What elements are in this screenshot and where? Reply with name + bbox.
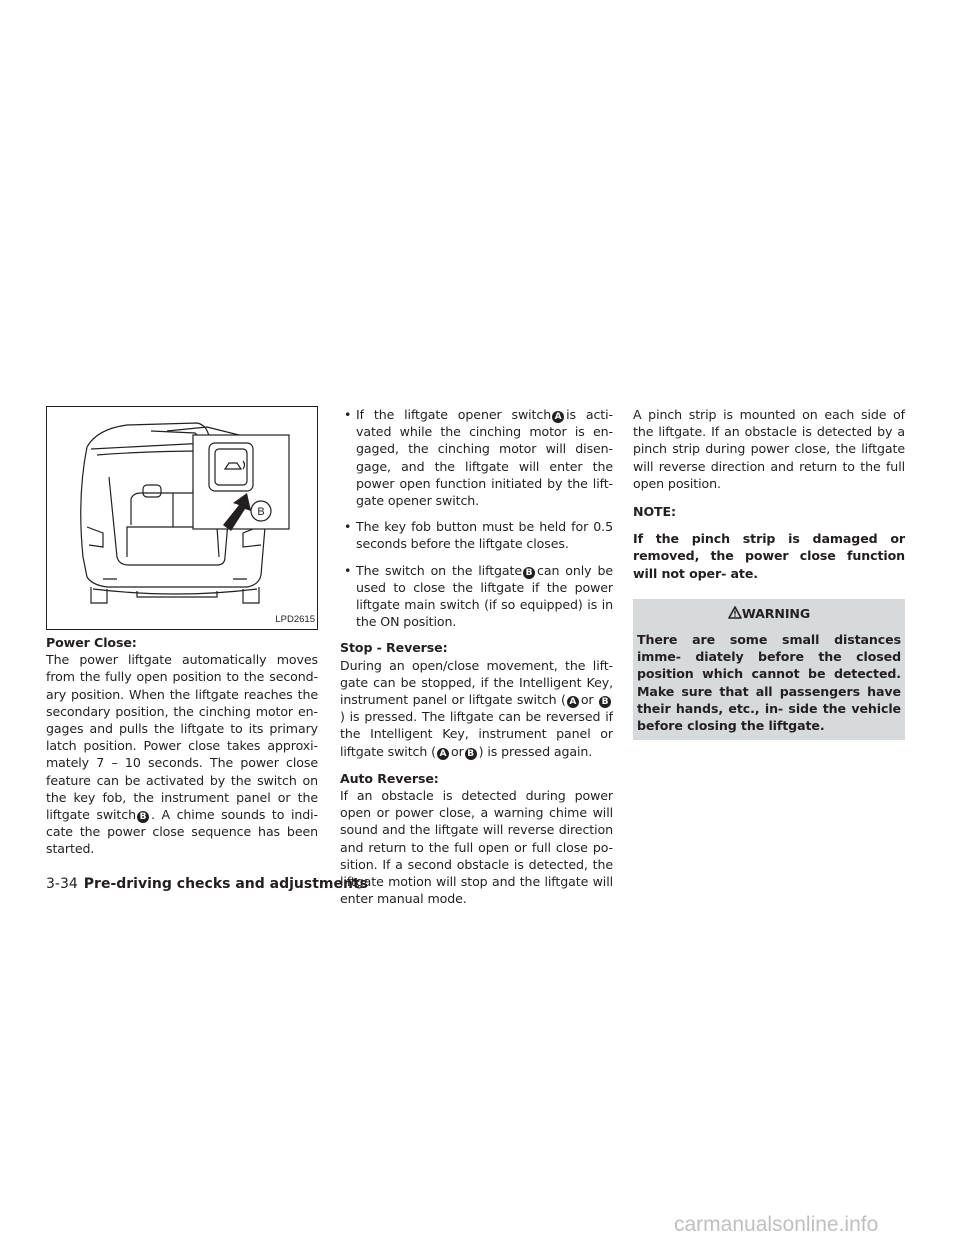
- switch-b-marker: B: [465, 748, 477, 760]
- switch-a-marker: A: [567, 696, 579, 708]
- power-close-body: The power liftgate automatically moves from the fully open position to the second- ary position. When the liftgate reaches the secondary position, the cinching motor en- gages and pulls the liftgate to its primary latch position. Power close takes approxi- mately 7 – 10 seconds. The power close feature can be activated by the switch on the key fob, the instrument panel or the liftgate switch B . A chime sounds to indi- cate the power close sequence has been started.: [46, 652, 318, 857]
- warning-body: There are some small distances imme- diately before the closed position which cannot be detected. Make sure that all passengers have their hands, etc., in- side the vehicle before closing the liftgate.: [637, 632, 901, 734]
- bullet-list: [340, 406, 613, 630]
- warning-title: WARNING: [741, 605, 811, 621]
- switch-a-marker: A: [552, 411, 564, 423]
- auto-reverse-body: If an obstacle is detected during power open or power close, a warning chime will sound and the liftgate will reverse direction and return to the full open or full close po- sition. If a second obstacle is detected, the liftgate motion will stop and the liftgate will enter manual mode.: [340, 788, 613, 907]
- figure-code: LPD2615: [275, 613, 315, 625]
- stop-reverse-body: During an open/close movement, the lift- gate can be stopped, if the Intelligent Key, instrument panel or liftgate switch ( A or B) is pressed. The liftgate can be reversed if the Intelligent Key, instrument panel or liftgate switch ( A or B ) is pressed again.: [340, 657, 613, 759]
- switch-b-marker: B: [523, 567, 535, 579]
- list-item: • If the liftgate opener switch A is acti- vated while the cinching motor is en- gaged, the cinching motor will disen- gage, and the liftgate will enter the power open function initiated by the lift- gate opener switch.: [344, 407, 613, 509]
- vehicle-rear-drawing: [47, 407, 317, 629]
- note-title: NOTE:: [633, 504, 676, 520]
- callout-b-label: B: [257, 506, 265, 518]
- page-footer: [46, 876, 368, 892]
- note-body: If the pinch strip is damaged or removed, the power close function will not oper- ate.: [633, 531, 905, 581]
- column-left: [46, 406, 318, 858]
- stop-reverse-heading: Stop - Reverse:: [340, 640, 448, 656]
- watermark: carmanualsonline.info: [674, 1213, 879, 1236]
- pinch-strip-body: A pinch strip is mounted on each side of the liftgate. If an obstacle is detected by a pinch strip during power close, the liftgate will reverse direction and return to the full open position.: [633, 407, 905, 491]
- column-middle: [340, 406, 613, 907]
- auto-reverse-heading: Auto Reverse:: [340, 770, 439, 786]
- warning-box: [633, 599, 905, 740]
- power-close-heading: Power Close:: [46, 635, 137, 650]
- page-number: 3-34: [46, 876, 78, 892]
- switch-a-marker: A: [437, 748, 449, 760]
- section-title: Pre-driving checks and adjustments: [83, 876, 368, 892]
- liftgate-illustration: [46, 406, 318, 630]
- switch-b-marker: B: [137, 811, 149, 823]
- list-item: • The key fob button must be held for 0.5 seconds before the liftgate closes.: [344, 519, 613, 552]
- warning-icon: [728, 606, 742, 619]
- column-right: [633, 406, 905, 740]
- warning-header: [637, 605, 901, 622]
- switch-b-marker: B: [599, 696, 611, 708]
- list-item: • The switch on the liftgate B can only be used to close the liftgate if the power liftgate main switch (if so equipped) is in the ON position.: [344, 562, 613, 630]
